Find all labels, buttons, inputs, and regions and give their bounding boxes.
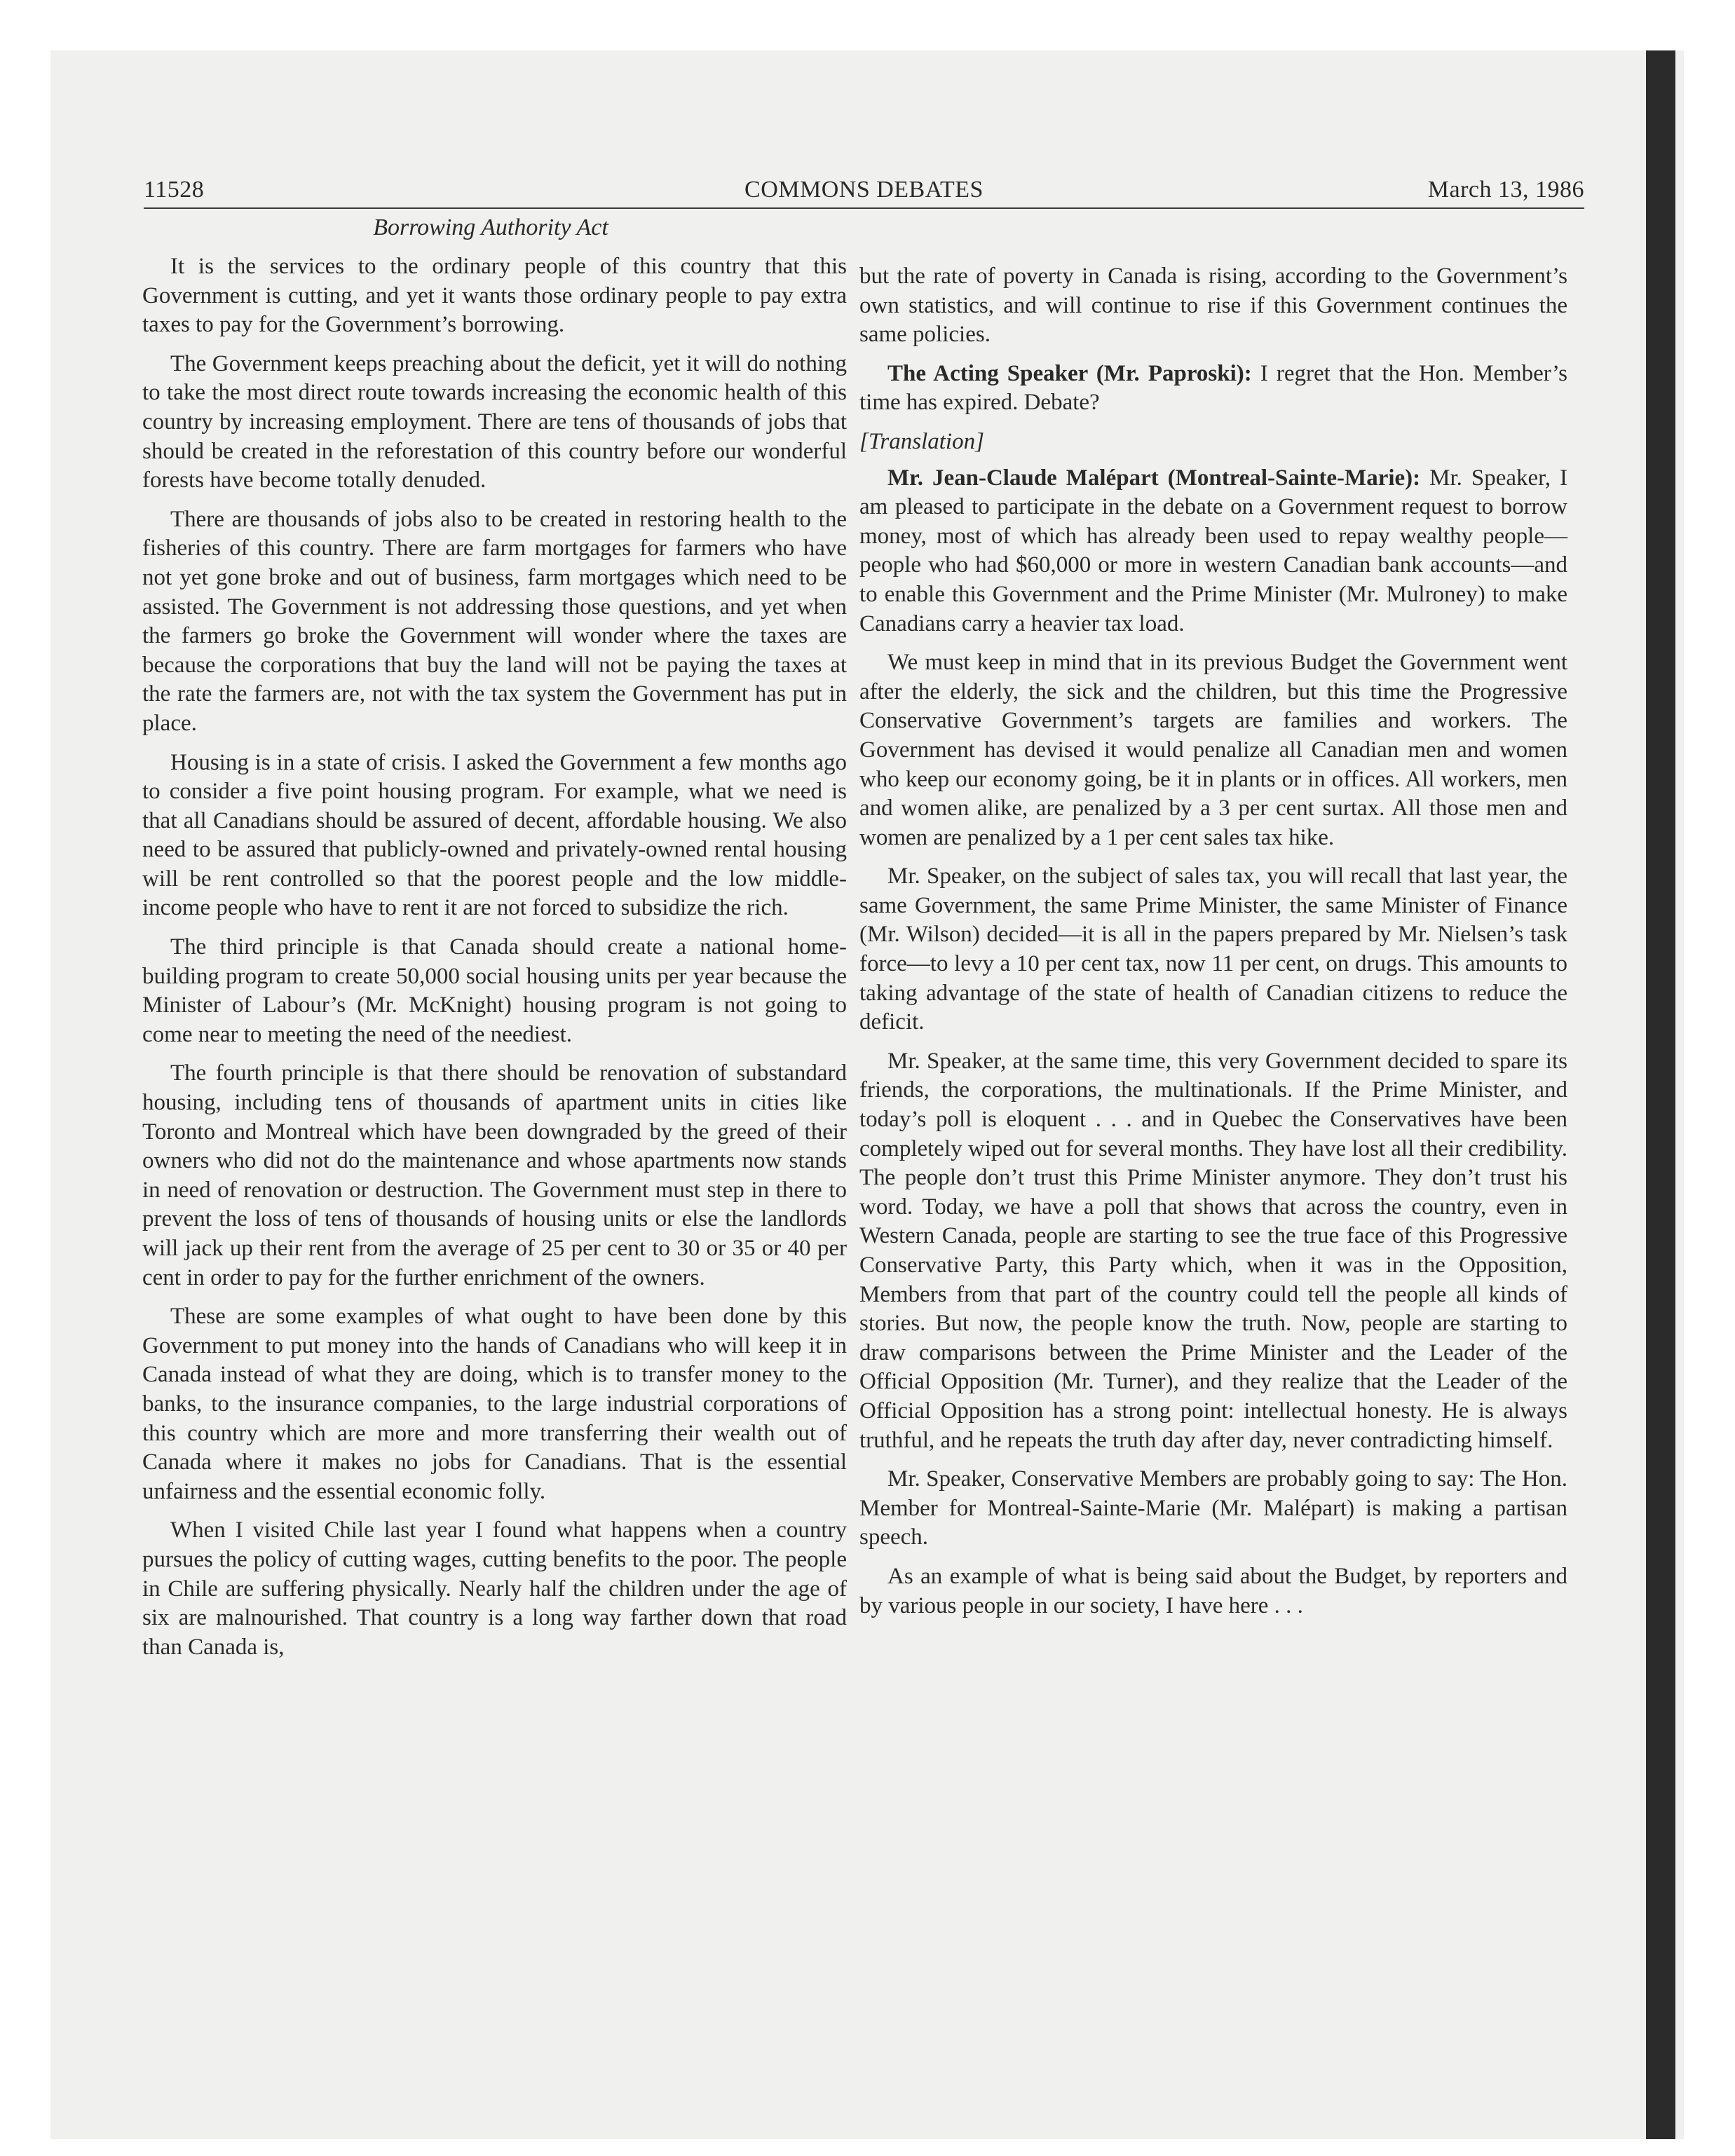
paragraph: The third principle is that Canada should create a national home-building program to create 50,000 social housing units per year because the Minister of Labour’s (Mr. McKnight) housing program is not going to come near to meeting the need of the neediest.	[142, 934, 847, 1047]
page-date: March 13, 1986	[1427, 177, 1584, 203]
left-column	[142, 252, 847, 1672]
right-column	[859, 262, 1567, 1630]
translation-label: [Translation]	[859, 428, 984, 454]
speaker-text: I regret that the Hon. Member’s time has expired. Debate?	[859, 360, 1568, 416]
paragraph: There are thousands of jobs also to be created in restoring health to the fisheries of this country. There are farm mortgages for farmers who have not yet gone broke and out of business, farm mortgages which need to be assisted. The Government is not addressing those questions, and yet when the farmers go broke the Government will wonder where the taxes are because the corporations that buy the land will not be paying the taxes at the rate the farmers are, not with the tax system the Government has put in place.	[142, 506, 847, 736]
paragraph: The Government keeps preaching about the deficit, yet it will do nothing to take the most direct route towards increasing the economic health of this country by increasing employment. There are tens of thousands of jobs that should be created in the reforestation of this country before our wonderful forests have become totally denuded.	[142, 350, 847, 493]
speaker-name: The Acting Speaker (Mr. Paproski):	[887, 360, 1252, 386]
speaker-name: Mr. Jean-Claude Malépart (Montreal-Sainte-Marie):	[887, 465, 1421, 491]
paragraph: When I visited Chile last year I found what happens when a country pursues the policy of cutting wages, cutting benefits to the poor. The people in Chile are suffering physically. Nearly half the children under the age of six are malnourished. That country is a long way farther down that road than Canada is,	[142, 1517, 847, 1660]
paragraph: The fourth principle is that there should be renovation of substandard housing, including tens of thousands of apartment units in cities like Toronto and Montreal which have been downgraded by the greed of their owners who did not do the maintenance and whose apartments now stands in need of renovation or destruction. The Government must step in there to prevent the loss of tens of thousands of housing units or else the landlords will jack up their rent from the average of 25 per cent to 30 or 35 or 40 per cent in order to pay for the further enrichment of the owners.	[142, 1060, 847, 1290]
continued-paragraph: but the rate of poverty in Canada is rising, according to the Government’s own statistics, and will continue to rise if this Government continues the same policies.	[859, 264, 1567, 348]
speaker-text: Mr. Speaker, I am pleased to participate in the debate on a Government request to borrow money, most of which has already been used to repay wealthy people—people who had $60,000 or more in western Canadian bank accounts—and to enable this Government and the Prime Minister (Mr. Mulroney) to make Canadians carry a heavier tax load.	[859, 465, 1568, 636]
page-header	[144, 168, 1584, 209]
paragraph: These are some examples of what ought to have been done by this Government to put money into the hands of Canadians who will keep it in Canada instead of what they are doing, which is to transfer money to the banks, to the insurance companies, to the large industrial corporations of this country which are more and more transferring their wealth out of Canada where it makes no jobs for Canadians. That is the essential unfairness and the essential economic folly.	[142, 1304, 847, 1504]
page-edge-shadow	[1646, 50, 1675, 2139]
speaker-paragraph	[859, 464, 1567, 639]
paragraph: We must keep in mind that in its previous Budget the Government went after the elderly, the sick and the children, but this time the Progressive Conservative Government’s targets are families and workers. The Government has devised it would penalize all Canadian men and women who keep our economy going, be it in plants or in offices. All workers, men and women alike, are penalized by a 3 per cent surtax. All those men and women are penalized by a 1 per cent sales tax hike.	[859, 650, 1567, 850]
paragraph: Mr. Speaker, Conservative Members are probably going to say: The Hon. Member for Montreal-Sainte-Marie (Mr. Malépart) is making a partisan speech.	[859, 1466, 1567, 1550]
paragraph: Mr. Speaker, on the subject of sales tax, you will recall that last year, the same Government, the same Prime Minister, the same Minister of Finance (Mr. Wilson) decided—it is all in the papers prepared by Mr. Nielsen’s task force—to levy a 10 per cent tax, now 11 per cent, on drugs. This amounts to taking advantage of the state of health of Canadian citizens to reduce the deficit.	[859, 864, 1567, 1035]
speaker-paragraph	[859, 360, 1567, 418]
section-subhead: Borrowing Authority Act	[373, 214, 608, 240]
publication-title: COMMONS DEBATES	[744, 177, 984, 203]
paragraph: It is the services to the ordinary people of this country that this Government is cutting, and yet it wants those ordinary people to pay extra taxes to pay for the Government’s borrowing.	[142, 254, 847, 338]
paragraph: As an example of what is being said about the Budget, by reporters and by various people in our society, I have here . . .	[859, 1563, 1567, 1618]
paragraph: Housing is in a state of crisis. I asked the Government a few months ago to consider a five point housing program. For example, what we need is that all Canadians should be assured of decent, affordable housing. We also need to be assured that publicly-owned and privately-owned rental housing will be rent controlled so that the poorest people and the low middle-income people who have to rent it are not forced to subsidize the rich.	[142, 749, 847, 921]
page-number: 11528	[144, 177, 205, 203]
paragraph: Mr. Speaker, at the same time, this very Government decided to spare its friends, the corporations, the multinationals. If the Prime Minister, and today’s poll is eloquent . . . and in Quebec the Conservatives have been completely wiped out for several months. They have lost all their credibility. The people don’t trust this Prime Minister anymore. They don’t trust his word. Today, we have a poll that shows that across the country, even in Western Canada, people are starting to see the true face of this Progressive Conservative Party, this Party which, when it was in the Opposition, Members from that part of the country could tell the people all kinds of stories. But now, the people know the truth. Now, people are starting to draw comparisons between the Prime Minister and the Leader of the Official Opposition (Mr. Turner), and they realize that the Leader of the Official Opposition has a strong point: intellectual honesty. He is always truthful, and he repeats the truth day after day, never contradicting himself.	[859, 1048, 1567, 1453]
